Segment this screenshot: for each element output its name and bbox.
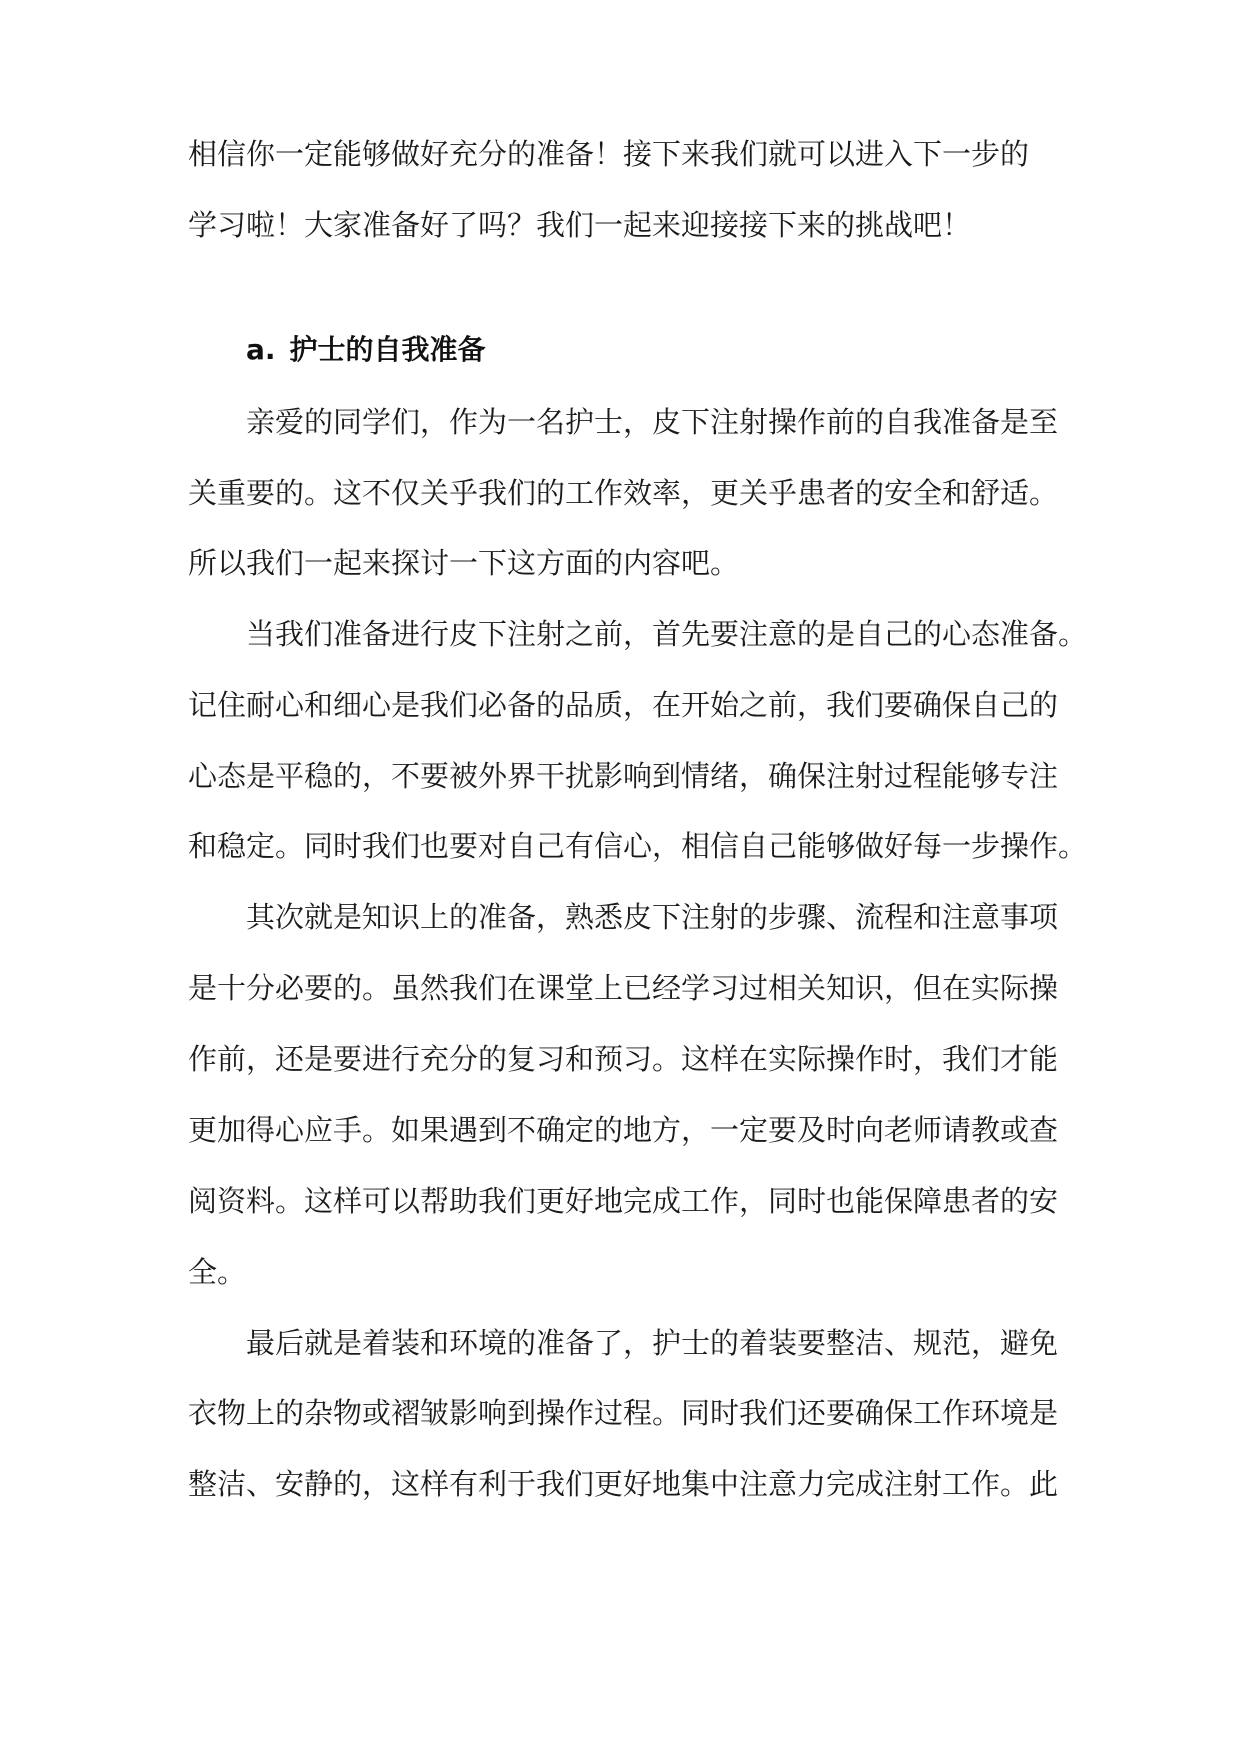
paragraph-3-line-5: 阅资料。这样可以帮助我们更好地完成工作，同时也能保障患者的安	[188, 1184, 1059, 1218]
paragraph-3-line-4: 更加得心应手。如果遇到不确定的地方，一定要及时向老师请教或查	[188, 1113, 1059, 1147]
paragraph-2-line-1: 当我们准备进行皮下注射之前，首先要注意的是自己的心态准备。	[246, 617, 1088, 651]
paragraph-1-line-3: 所以我们一起来探讨一下这方面的内容吧。	[188, 546, 740, 580]
paragraph-4-line-3: 整洁、安静的，这样有利于我们更好地集中注意力完成注射工作。此	[188, 1467, 1059, 1501]
paragraph-1-line-1: 亲爱的同学们，作为一名护士，皮下注射操作前的自我准备是至	[246, 405, 1059, 439]
paragraph-4-line-2: 衣物上的杂物或褶皱影响到操作过程。同时我们还要确保工作环境是	[188, 1396, 1059, 1430]
paragraph-3-line-6: 全。	[188, 1255, 247, 1289]
paragraph-2-line-4: 和稳定。同时我们也要对自己有信心，相信自己能够做好每一步操作。	[188, 829, 1088, 863]
intro-line-2: 学习啦！大家准备好了吗？我们一起来迎接接下来的挑战吧！	[188, 208, 972, 242]
section-heading	[246, 330, 486, 370]
paragraph-4-line-1: 最后就是着装和环境的准备了，护士的着装要整洁、规范，避免	[246, 1326, 1059, 1360]
paragraph-3-line-2: 是十分必要的。虽然我们在课堂上已经学习过相关知识，但在实际操	[188, 971, 1059, 1005]
paragraph-2-line-2: 记住耐心和细心是我们必备的品质，在开始之前，我们要确保自己的	[188, 688, 1059, 722]
paragraph-3-line-3: 作前，还是要进行充分的复习和预习。这样在实际操作时，我们才能	[188, 1042, 1059, 1076]
paragraph-1-line-2: 关重要的。这不仅关乎我们的工作效率，更关乎患者的安全和舒适。	[188, 476, 1059, 510]
section-title: 护士的自我准备	[289, 333, 486, 366]
section-marker: a.	[246, 333, 276, 366]
paragraph-2-line-3: 心态是平稳的，不要被外界干扰影响到情绪，确保注射过程能够专注	[188, 759, 1059, 793]
paragraph-3-line-1: 其次就是知识上的准备，熟悉皮下注射的步骤、流程和注意事项	[246, 900, 1059, 934]
intro-line-1: 相信你一定能够做好充分的准备！接下来我们就可以进入下一步的	[188, 137, 1030, 171]
